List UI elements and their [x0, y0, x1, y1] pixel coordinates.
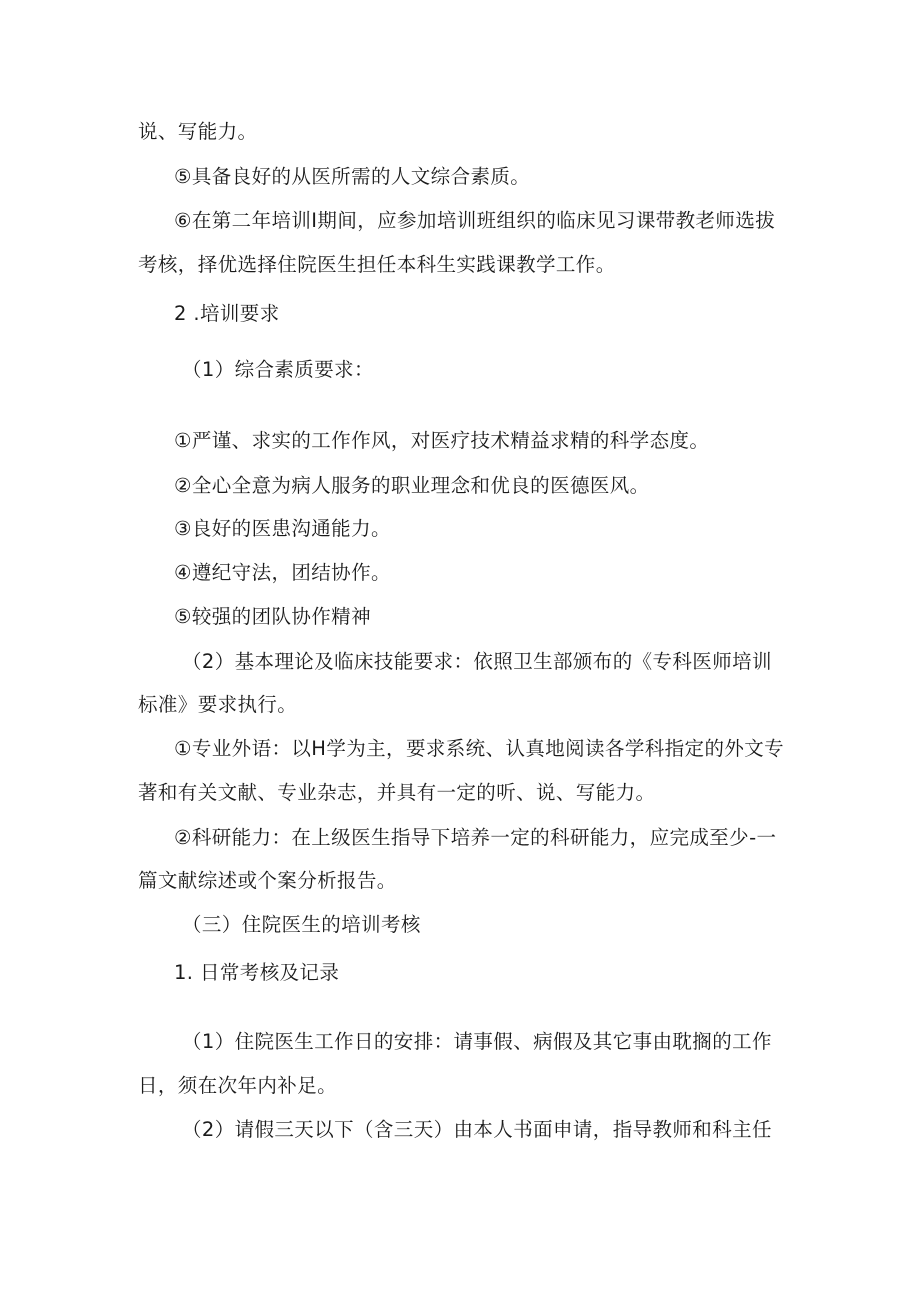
- text-line: 标准》要求执行。: [138, 693, 298, 716]
- text-line: ②科研能力：在上级医生指导下培养一定的科研能力，应完成至少-一: [174, 826, 777, 849]
- text-line: ⑤具备良好的从医所需的人文综合素质。: [174, 165, 531, 188]
- text-line: ⑥在第二年培训I期间，应参加培训班组织的临床见习课带教老师选拔: [174, 209, 776, 232]
- text-line: 篇文献综述或个案分析报告。: [138, 869, 397, 892]
- text-line: ②全心全意为病人服务的职业理念和优良的医德医风。: [174, 474, 650, 497]
- sub-heading: （2）基本理论及临床技能要求：依照卫生部颁布的《专科医师培训: [182, 650, 772, 673]
- sub-heading: （1）综合素质要求：: [182, 358, 374, 381]
- text-line: （2）请假三天以下（含三天）由本人书面申请，指导教师和科主任: [182, 1118, 772, 1141]
- text-line: ③良好的医患沟通能力。: [174, 517, 391, 540]
- text-line: 日，须在次年内补足。: [138, 1074, 338, 1097]
- text-line: （1）住院医生工作日的安排：请事假、病假及其它事由耽搁的工作: [182, 1030, 772, 1053]
- text-line: 考核，择优选择住院医生担任本科生实践课教学工作。: [138, 253, 616, 276]
- text-line: ①严谨、求实的工作作风，对医疗技术精益求精的科学态度。: [174, 429, 710, 452]
- text-line: ①专业外语：以H学为主，要求系统、认真地阅读各学科指定的外文专: [174, 737, 785, 760]
- text-line: ④遵纪守法，团结协作。: [174, 561, 391, 584]
- text-line: ⑤较强的团队协作精神: [174, 605, 371, 628]
- text-line: 著和有关文献、专业杂志，并具有一定的听、说、写能力。: [138, 781, 656, 804]
- section-heading: 2 .培训要求: [174, 302, 280, 325]
- section-heading: 1. 日常考核及记录: [174, 961, 340, 984]
- text-line: 说、写能力。: [138, 120, 258, 143]
- section-heading: （三）住院医生的培训考核: [182, 913, 421, 936]
